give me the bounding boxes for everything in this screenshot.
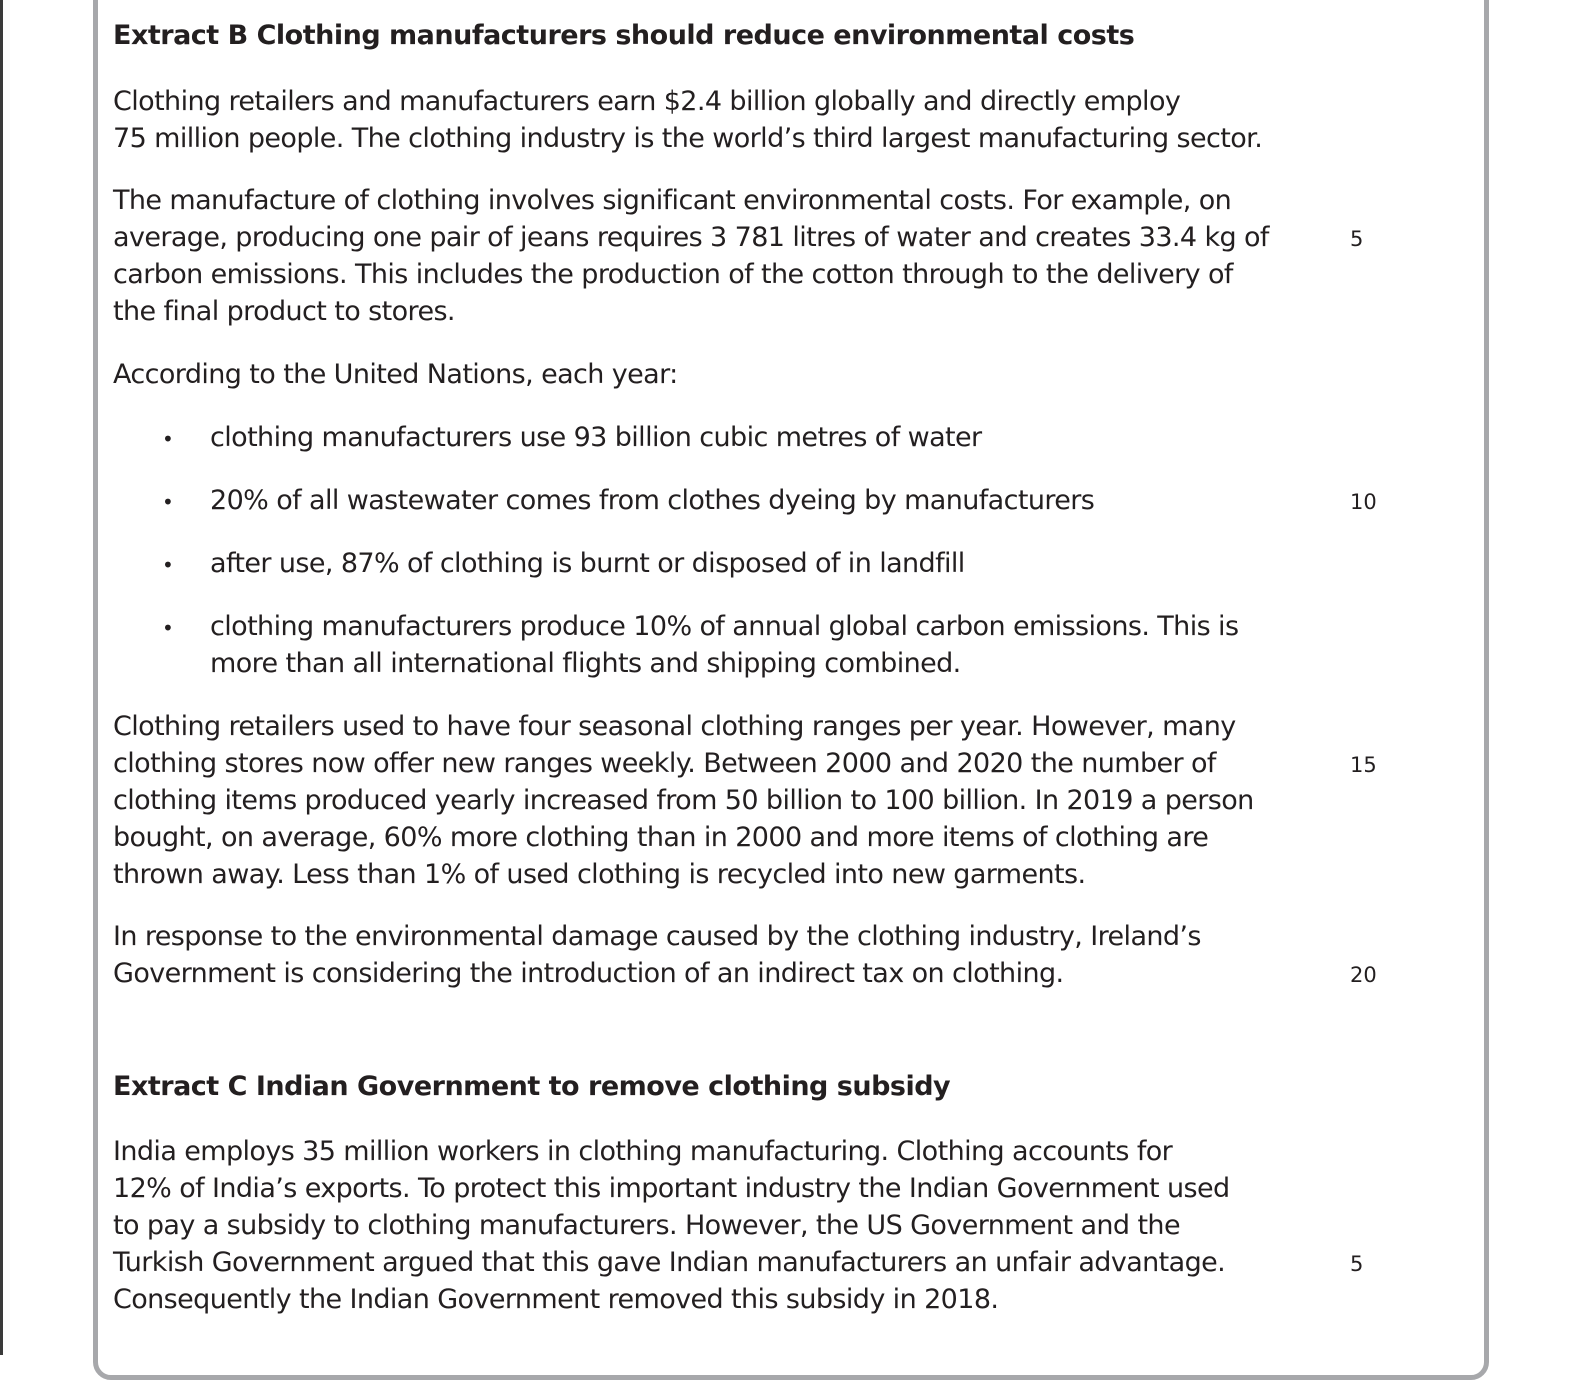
extract-b-p2-line: carbon emissions. This includes the production of the cotton through to the delivery of xyxy=(113,259,1233,290)
line-number: 10 xyxy=(1350,490,1377,514)
extract-c-p1-line: India employs 35 million workers in clothing manufacturing. Clothing accounts for xyxy=(113,1136,1173,1167)
extract-b-p1-line: 75 million people. The clothing industry is the world’s third largest manufacturing sector. xyxy=(113,123,1263,154)
extract-c-p1-line: to pay a subsidy to clothing manufacturers. However, the US Government and the xyxy=(113,1210,1180,1241)
bullet-icon: • xyxy=(162,427,174,451)
extract-b-p5-line: Government is considering the introduction of an indirect tax on clothing. xyxy=(113,958,1064,989)
extract-b-p4-line: clothing items produced yearly increased from 50 billion to 100 billion. In 2019 a person xyxy=(113,785,1254,816)
extract-b-p4-line: bought, on average, 60% more clothing than in 2000 and more items of clothing are xyxy=(113,822,1209,853)
bullet-item: more than all international flights and shipping combined. xyxy=(210,648,961,679)
extract-b-p2-line: average, producing one pair of jeans requires 3 781 litres of water and creates 33.4 kg of xyxy=(113,222,1269,253)
extract-b-p1-line: Clothing retailers and manufacturers earn $2.4 billion globally and directly employ xyxy=(113,86,1181,117)
bullet-item: after use, 87% of clothing is burnt or disposed of in landfill xyxy=(210,548,965,579)
line-number: 5 xyxy=(1350,227,1364,251)
extract-b-p3: According to the United Nations, each year: xyxy=(113,359,678,390)
bullet-item: clothing manufacturers produce 10% of annual global carbon emissions. This is xyxy=(210,611,1239,642)
extract-c-p1-line: 12% of India’s exports. To protect this important industry the Indian Government used xyxy=(113,1173,1230,1204)
extract-c-p1-line: Turkish Government argued that this gave Indian manufacturers an unfair advantage. xyxy=(113,1247,1226,1278)
line-number: 20 xyxy=(1350,963,1377,987)
extract-c-p1-line: Consequently the Indian Government removed this subsidy in 2018. xyxy=(113,1284,999,1315)
extract-c-title: Extract C Indian Government to remove clothing subsidy xyxy=(113,1071,951,1102)
bullet-icon: • xyxy=(162,616,174,640)
bullet-item: clothing manufacturers use 93 billion cubic metres of water xyxy=(210,422,982,453)
extract-b-title: Extract B Clothing manufacturers should reduce environmental costs xyxy=(113,20,1135,51)
extract-b-p4-line: clothing stores now offer new ranges weekly. Between 2000 and 2020 the number of xyxy=(113,748,1216,779)
extract-b-p2-line: the final product to stores. xyxy=(113,296,455,327)
window-edge xyxy=(0,0,3,1355)
bullet-icon: • xyxy=(162,553,174,577)
bullet-icon: • xyxy=(162,490,174,514)
extract-b-p4-line: Clothing retailers used to have four seasonal clothing ranges per year. However, many xyxy=(113,711,1236,742)
extract-b-p2-line: The manufacture of clothing involves significant environmental costs. For example, on xyxy=(113,185,1232,216)
line-number: 15 xyxy=(1350,753,1377,777)
extract-b-p5-line: In response to the environmental damage caused by the clothing industry, Ireland’s xyxy=(113,921,1201,952)
extract-b-p4-line: thrown away. Less than 1% of used clothing is recycled into new garments. xyxy=(113,859,1086,890)
line-number: 5 xyxy=(1350,1252,1364,1276)
bullet-item: 20% of all wastewater comes from clothes dyeing by manufacturers xyxy=(210,485,1095,516)
